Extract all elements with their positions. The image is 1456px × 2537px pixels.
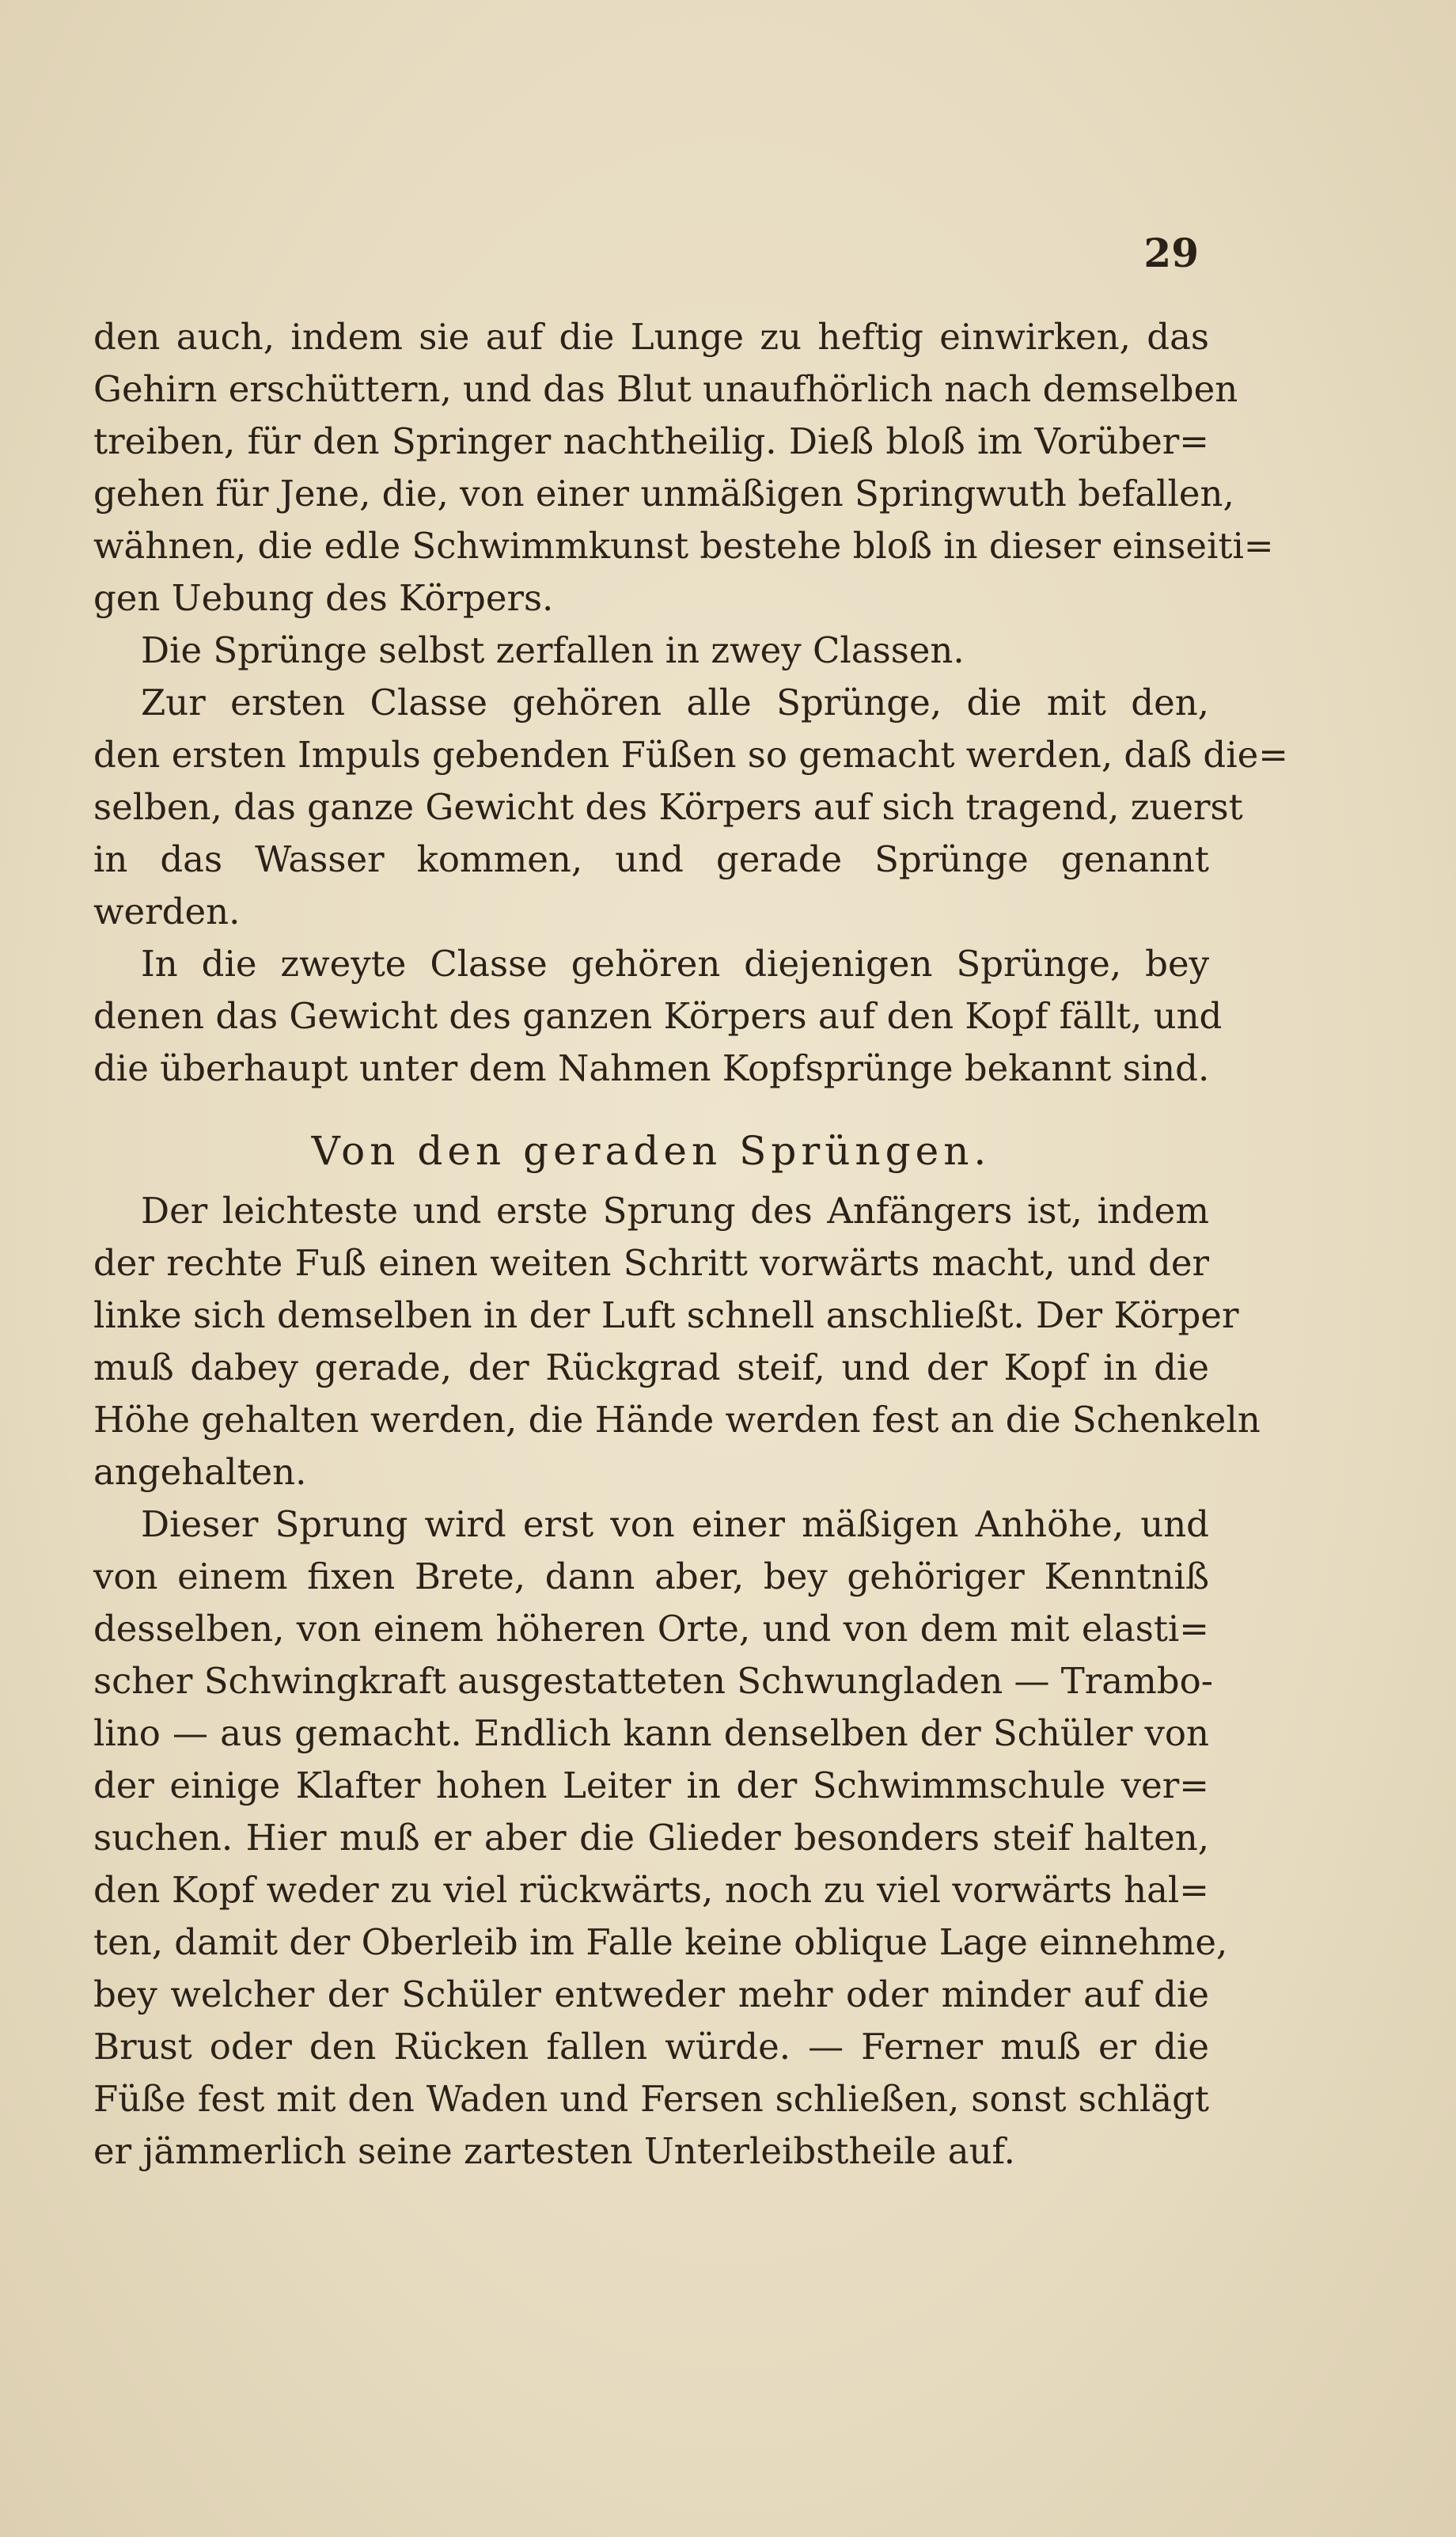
text-line: der rechte Fuß einen weiten Schritt vorwärts macht, und der <box>93 1242 1209 1284</box>
text-line: treiben, für den Springer nachtheilig. Dieß bloß im Vorüber= <box>93 420 1209 462</box>
page-number: 29 <box>1143 230 1199 276</box>
text-line: Die Sprünge selbst zerfallen in zwey Classen. <box>141 629 965 671</box>
text-line: Brust oder den Rücken fallen würde. — Ferner muß er die <box>93 2026 1209 2068</box>
text-line: Höhe gehalten werden, die Hände werden fest an die Schenkeln <box>93 1399 1261 1441</box>
text-line: linke sich demselben in der Luft schnell anschließt. Der Körper <box>93 1294 1239 1336</box>
text-line: desselben, von einem höheren Orte, und von dem mit elasti= <box>93 1608 1209 1650</box>
text-line: muß dabey gerade, der Rückgrad steif, und der Kopf in die <box>93 1346 1209 1388</box>
text-line: gehen für Jene, die, von einer unmäßigen Springwuth befallen, <box>93 473 1234 515</box>
text-line: werden. <box>93 891 241 932</box>
text-line: er jämmerlich seine zartesten Unterleibstheile auf. <box>93 2130 1015 2172</box>
text-line: scher Schwingkraft ausgestatteten Schwungladen — Trambo- <box>93 1660 1213 1702</box>
text-line: der einige Klafter hohen Leiter in der Schwimmschule ver= <box>93 1764 1209 1806</box>
section-heading: Von den geraden Sprüngen. <box>311 1128 992 1174</box>
text-line: Der leichteste und erste Sprung des Anfängers ist, indem <box>141 1190 1209 1232</box>
text-line: Dieser Sprung wird erst von einer mäßigen Anhöhe, und <box>141 1503 1209 1545</box>
text-line: die überhaupt unter dem Nahmen Kopfsprünge bekannt sind. <box>93 1047 1210 1089</box>
text-line: Gehirn erschüttern, und das Blut unaufhörlich nach demselben <box>93 368 1238 410</box>
text-line: in das Wasser kommen, und gerade Sprünge genannt <box>93 838 1209 880</box>
text-line: den ersten Impuls gebenden Füßen so gemacht werden, daß die= <box>93 734 1288 776</box>
text-line: den auch, indem sie auf die Lunge zu heftig einwirken, das <box>93 316 1209 358</box>
text-line: bey welcher der Schüler entweder mehr oder minder auf die <box>93 1973 1209 2015</box>
text-line: In die zweyte Classe gehören diejenigen Sprünge, bey <box>141 943 1209 985</box>
text-line: den Kopf weder zu viel rückwärts, noch zu viel vorwärts hal= <box>93 1869 1209 1911</box>
text-line: lino — aus gemacht. Endlich kann denselben der Schüler von <box>93 1712 1209 1754</box>
text-line: von einem fixen Brete, dann aber, bey gehöriger Kenntniß <box>93 1555 1209 1597</box>
text-line: denen das Gewicht des ganzen Körpers auf den Kopf fällt, und <box>93 995 1223 1037</box>
text-line: suchen. Hier muß er aber die Glieder besonders steif halten, <box>93 1817 1209 1859</box>
text-line: ten, damit der Oberleib im Falle keine oblique Lage einnehme, <box>93 1921 1228 1963</box>
text-line: angehalten. <box>93 1451 307 1493</box>
text-line: selben, das ganze Gewicht des Körpers auf sich tragend, zuerst <box>93 786 1243 828</box>
body-text <box>93 311 1288 2178</box>
text-line: Zur ersten Classe gehören alle Sprünge, die mit den, <box>141 682 1209 724</box>
text-line: wähnen, die edle Schwimmkunst bestehe bloß in dieser einseiti= <box>93 525 1274 567</box>
text-line: Füße fest mit den Waden und Fersen schließen, sonst schlägt <box>93 2078 1209 2120</box>
text-line: gen Uebung des Körpers. <box>93 577 554 619</box>
